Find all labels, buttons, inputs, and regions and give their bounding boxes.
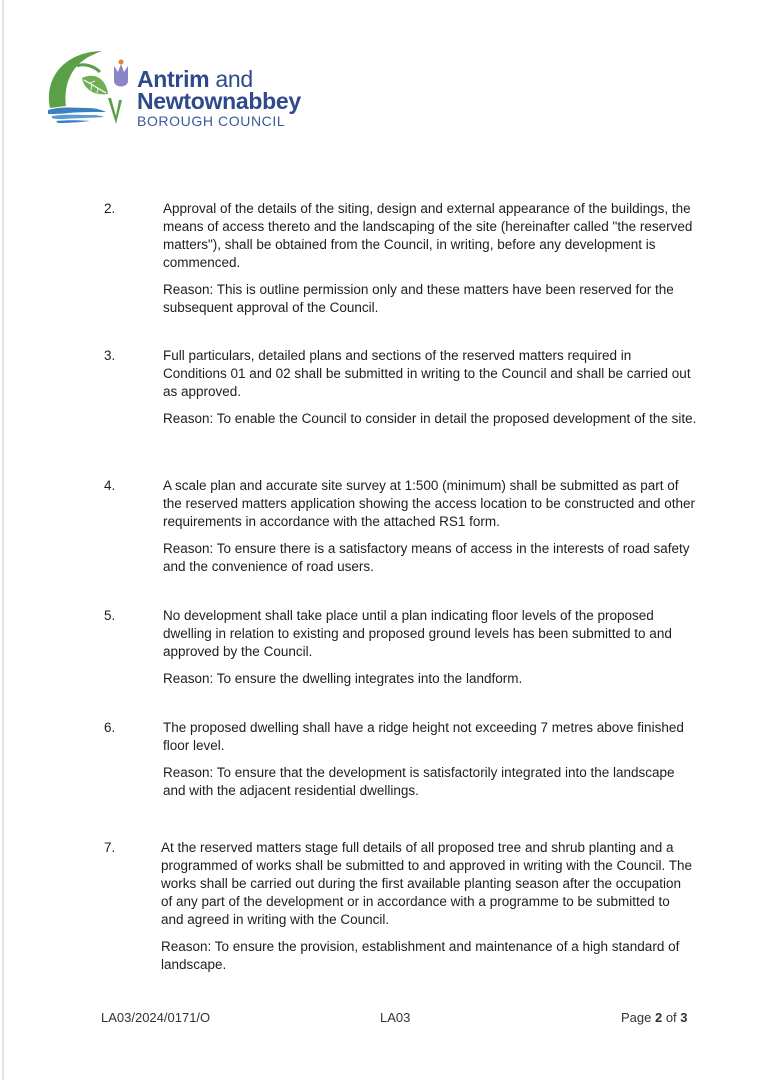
condition-body	[163, 477, 698, 576]
page-prefix: Page	[621, 1010, 655, 1025]
condition-number: 6.	[104, 720, 116, 735]
condition-reason: Reason: To ensure the dwelling integrates into the landform.	[163, 671, 523, 686]
logo-and: and	[209, 66, 253, 92]
logo-borough-council: BOROUGH COUNCIL	[137, 113, 286, 129]
footer-reference: LA03/2024/0171/O	[101, 1010, 211, 1025]
council-logo	[44, 48, 334, 132]
condition-number: 7.	[104, 840, 116, 855]
logo-newtownabbey: Newtownabbey	[137, 88, 301, 114]
condition-body	[163, 719, 698, 800]
condition-text: The proposed dwelling shall have a ridge height not exceeding 7 metres above finished floor level.	[163, 720, 684, 753]
condition-number: 5.	[104, 608, 116, 623]
condition-reason: Reason: This is outline permission only and these matters have been reserved for the subsequent approval of the Council.	[163, 282, 674, 315]
council-emblem-icon	[44, 48, 139, 132]
condition-text: Approval of the details of the siting, design and external appearance of the buildings, the means of access thereto and the landscaping of the site (hereinafter called "the reserved matters"), shall be obtained from the Council, in writing, before any development is commenced.	[163, 201, 693, 270]
page-current: 2	[654, 1010, 663, 1025]
logo-text	[137, 68, 301, 129]
page-footer	[0, 1010, 764, 1030]
logo-antrim: Antrim	[137, 66, 210, 92]
condition-number: 3.	[104, 348, 116, 363]
footer-page-number	[621, 1010, 688, 1025]
logo-line1	[137, 68, 301, 90]
condition-number: 4.	[104, 478, 116, 493]
condition-number: 2.	[104, 201, 116, 216]
condition-text: A scale plan and accurate site survey at 1:500 (minimum) shall be submitted as part of the reserved matters application showing the access location to be constructed and other requirements in accordance with the attached RS1 form.	[163, 478, 696, 529]
page-of: of	[662, 1010, 681, 1025]
condition-text: At the reserved matters stage full details of all proposed tree and shrub planting and a programmed of works shall be submitted to and approved in writing with the Council. The works shall be carried out during the first available planting season after the occupation of any part of the development or in accordance with a programme to be submitted to and agreed in writing with the Council.	[161, 840, 693, 927]
condition-text: Full particulars, detailed plans and sections of the reserved matters required in Conditions 01 and 02 shall be submitted in writing to the Council and shall be carried out as approved.	[163, 348, 691, 399]
page-edge	[2, 0, 4, 1080]
condition-body	[161, 839, 696, 974]
condition-body	[163, 347, 698, 428]
condition-reason: Reason: To ensure the provision, establishment and maintenance of a high standard of landscape.	[161, 939, 680, 972]
page-total: 3	[680, 1010, 688, 1025]
condition-reason: Reason: To ensure that the development is satisfactorily integrated into the landscape and with the adjacent residential dwellings.	[163, 765, 675, 798]
footer-code: LA03	[380, 1010, 411, 1025]
condition-body	[163, 200, 698, 317]
condition-body	[163, 607, 698, 688]
condition-text: No development shall take place until a plan indicating floor levels of the proposed dwelling in relation to existing and proposed ground levels has been submitted to and approved by the Council.	[163, 608, 672, 659]
condition-reason: Reason: To enable the Council to consider in detail the proposed development of the site.	[163, 411, 697, 426]
condition-reason: Reason: To ensure there is a satisfactory means of access in the interests of road safety and the convenience of road users.	[163, 541, 690, 574]
